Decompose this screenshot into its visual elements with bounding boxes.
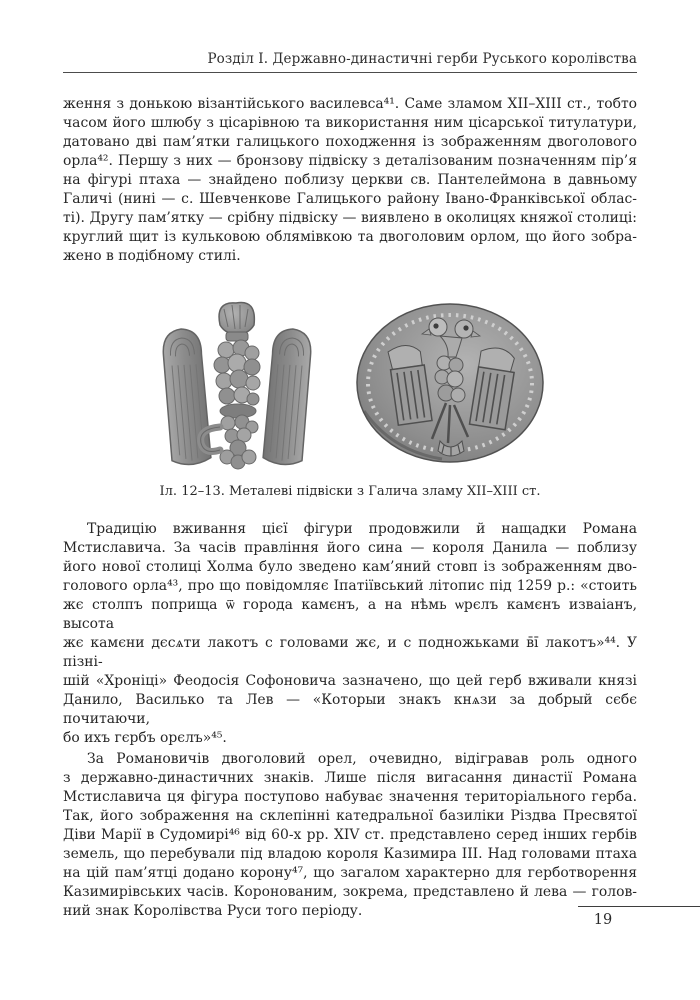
- text-line: Данило, Василько та Лев — «Которыи знакъ кнѧзи за добрый сєбє почитаючи,: [63, 692, 637, 727]
- text-line: Мстиславича ця фігура поступово набуває значення територіального герба.: [63, 789, 637, 805]
- text-line: Традицію вживання цієї фігури продовжили й нащадки Романа: [87, 521, 637, 537]
- header-rule: [63, 72, 637, 73]
- bronze-eagle-pendant-image: [152, 293, 322, 473]
- text-line: жє камєни дєсѧти лакотъ с головами жє, и с подножьками в̄і̄ лакотъ»⁴⁴. У пізні-: [63, 635, 637, 670]
- text-line: голового орла⁴³, про що повідомляє Іпатіївський літопис під 1259 р.: «стоить: [63, 578, 637, 594]
- text-line: часом його шлюбу з цісарівною та використання ним цісарської титулатури,: [63, 115, 637, 131]
- text-line: Мстиславича. За часів правління його сина — короля Данила — поблизу: [63, 540, 637, 556]
- text-line: жє столпъ поприща ѿ города камєнъ, а на нѣмь ѡрєлъ камєнъ изваіанъ, высота: [63, 597, 637, 632]
- text-line: ті). Другу пам’ятку — срібну підвіску — виявлено в околицях княжої столиці:: [63, 210, 637, 226]
- text-line: ження з донькою візантійського василевса⁴¹. Саме зламом XII–XIII ст., тобто: [63, 96, 637, 112]
- bronze-eagle-pendant-photo: [152, 293, 322, 479]
- text-line: круглий щит із кульковою облямівкою та двоголовим орлом, що його зобра-: [63, 229, 637, 245]
- paragraph: [63, 520, 637, 748]
- body-text: [63, 95, 637, 921]
- text-line: Галичі (нині — с. Шевченкове Галицького району Івано-Франківської облас-: [63, 191, 637, 207]
- text-line: Так, його зображення на склепінні катедральної базиліки Різдва Пресвятої: [63, 808, 637, 824]
- text-line: датовано дві пам’ятки галицького походження із зображенням двоголового: [63, 134, 637, 150]
- figure: [63, 293, 637, 501]
- text-line: його нової столиці Холма було зведено кам’яний стовп із зображенням дво-: [63, 559, 637, 575]
- text-line: на фігурі птаха — знайдено поблизу церкви св. Пантелеймона в давньому: [63, 172, 637, 188]
- footer-rule: [578, 906, 700, 907]
- page-number: 19: [593, 912, 613, 928]
- text-line: на цій пам’ятці додано корону⁴⁷, що загалом характерно для герботворення: [63, 865, 637, 881]
- text-line: бо ихъ гєрбъ орєлъ»⁴⁵.: [63, 730, 227, 746]
- running-header: Розділ І. Державно-династичні герби Руського королівства: [207, 51, 637, 67]
- figure-images: [63, 293, 637, 473]
- silver-disc-pendant-photo: [352, 301, 548, 471]
- text-line: Діви Марії в Судомирі⁴⁶ від 60-х рр. XIV ст. представлено серед інших гербів: [63, 827, 637, 843]
- text-line: земель, що перебували під владою короля Казимира III. Над головами птаха: [63, 846, 637, 862]
- paragraph: [63, 750, 637, 921]
- text-line: шій «Хроніці» Феодосія Софоновича зазначено, що цей герб вживали князі: [63, 673, 637, 689]
- text-line: ний знак Королівства Руси того періоду.: [63, 903, 363, 919]
- text-line: з державно-династичних знаків. Лише після вигасання династії Романа: [63, 770, 637, 786]
- silver-disc-pendant-image: [352, 301, 548, 465]
- text-line: За Романовичів двоголовий орел, очевидно, відігравав роль одного: [87, 751, 637, 767]
- figure-caption: Іл. 12–13. Металеві підвіски з Галича зламу XII–XIII ст.: [159, 484, 541, 499]
- text-line: жено в подібному стилі.: [63, 248, 241, 264]
- text-line: Казимирівських часів. Коронованим, зокрема, представлено й лева — голов-: [63, 884, 637, 900]
- text-line: орла⁴². Першу з них — бронзову підвіску з деталізованим позначенням пір’я: [63, 153, 637, 169]
- paragraph: [63, 95, 637, 266]
